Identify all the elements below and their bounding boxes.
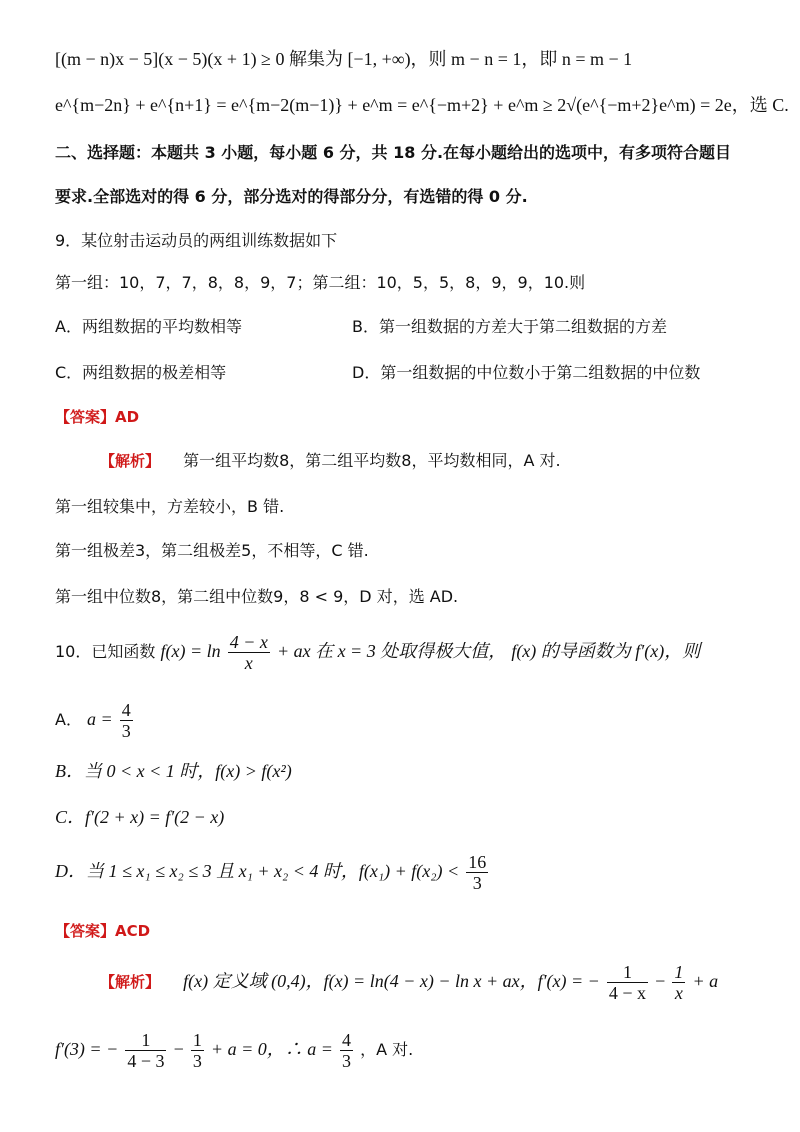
q9-option-a: A．两组数据的平均数相等 — [55, 317, 242, 336]
q10-option-a-fraction: $\frac{4}{3}$ — [121, 700, 131, 741]
q9-option-c: C．两组数据的极差相等 — [55, 363, 227, 382]
analysis-fraction: $\frac{4}{3}$ — [341, 1030, 351, 1071]
analysis-fraction: $\frac{1}{x}$ — [674, 962, 684, 1003]
q10-option-d-fraction: $\frac{16}{3}$ — [468, 852, 487, 893]
analysis-label: 【解析】 — [100, 973, 161, 991]
q9-analysis-3: 第一组极差3，第二组极差5，不相等，C 错. — [55, 541, 369, 560]
answer-value: ACD — [115, 922, 151, 940]
top-line-1: [(m − n)x − 5](x − 5)(x + 1) ≥ 0 解集为 [−1, +∞)，则 m − n = 1，即 n = m − 1 — [55, 49, 633, 69]
analysis-fraction: $\frac{1}{4 - 3}$ — [127, 1030, 165, 1071]
q10-option-c: C．f′(2 + x) = f′(2 − x) — [55, 807, 225, 827]
q10-stem-fraction: $\frac{4 - x}{x}$ — [229, 632, 268, 673]
q9-analysis-4: 第一组中位数8，第二组中位数9，8 < 9，D 对，选 AD. — [55, 587, 459, 606]
answer-label: 【答案】 — [55, 922, 116, 940]
q9-analysis-2: 第一组较集中，方差较小，B 错. — [55, 497, 285, 516]
q10-option-b: B．当 0 < x < 1 时，f(x) > f(x²) — [55, 761, 292, 781]
analysis-label: 【解析】 — [100, 452, 161, 470]
top-line-2: e^{m−2n} + e^{n+1} = e^{m−2(m−1)} + e^m = e^{−m+2} + e^m ≥ 2√(e^{−m+2}e^m) = 2e，选 C. — [55, 95, 789, 115]
q10-analysis-1: 【解析】 f(x) 定义域 (0,4)，f(x) = ln(4 − x) − ln x + ax，f′(x) = − $\frac{1}{4 - x}$ − $\frac{1}{x}$ + a — [100, 962, 719, 1003]
q9-option-d: D．第一组数据的中位数小于第二组数据的中位数 — [352, 363, 701, 382]
section2-header-2: 要求.全部选对的得 6 分，部分选对的得部分分，有选错的得 0 分. — [55, 187, 528, 206]
q10-answer — [55, 920, 150, 942]
q10-option-d: D．当 1 ≤ x₁ ≤ x₂ ≤ 3 且 x₁ + x₂ < 4 时，f(x₁) + f(x₂) < $\frac{16}{3}$ — [55, 852, 487, 893]
analysis-fraction: $\frac{1}{4 - x}$ — [608, 962, 647, 1003]
q9-stem: 9．某位射击运动员的两组训练数据如下 — [55, 231, 338, 250]
answer-value: AD — [115, 408, 140, 426]
q9-answer — [55, 406, 139, 428]
q9-option-b: B．第一组数据的方差大于第二组数据的方差 — [352, 317, 667, 336]
q9-analysis-1: 【解析】 第一组平均数8，第二组平均数8，平均数相同，A 对. — [100, 451, 561, 470]
q9-data: 第一组：10，7，7，8，8，9，7；第二组：10，5，5，8，9，9，10.则 — [55, 273, 586, 292]
q10-analysis-2: f′(3) = − $\frac{1}{4 - 3}$ − $\frac{1}{3}$ + a = 0，∴ a = $\frac{4}{3}$ ，A 对. — [55, 1030, 414, 1071]
q10-stem: 10．已知函数 f(x) = ln $\frac{4 - x}{x}$ + ax 在 x = 3 处取得极大值， f(x) 的导函数为 f′(x)，则 — [55, 632, 701, 673]
section2-header-1: 二、选择题：本题共 3 小题，每小题 6 分，共 18 分.在每小题给出的选项中，有多项符合题目 — [55, 143, 732, 162]
answer-label: 【答案】 — [55, 408, 116, 426]
q10-option-a: A． a = $\frac{4}{3}$ — [55, 700, 131, 741]
analysis-fraction: $\frac{1}{3}$ — [192, 1030, 202, 1071]
